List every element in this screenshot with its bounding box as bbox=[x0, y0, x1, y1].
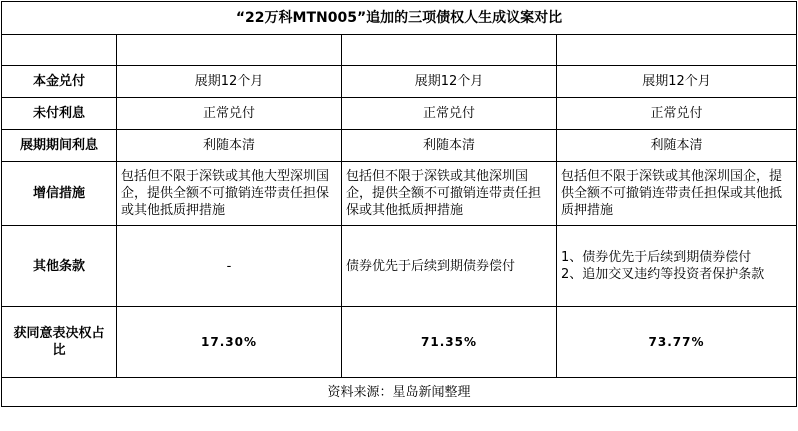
header-cell-empty bbox=[2, 35, 117, 66]
source-row bbox=[2, 378, 797, 407]
credit-enhancement-option-1: 包括但不限于深铁或其他大型深圳国企，提供全额不可撤销连带责任担保或其他抵质押措施 bbox=[117, 162, 342, 226]
comparison-table bbox=[1, 1, 797, 407]
vote-share-option-2: 71.35% bbox=[342, 307, 557, 378]
other-clauses-option-3-line-2: 2、追加交叉违约等投资者保护条款 bbox=[561, 267, 765, 282]
title-row bbox=[2, 2, 797, 35]
row-label-interest-unpaid: 未付利息 bbox=[2, 98, 117, 130]
table-row-interest-extension bbox=[2, 130, 797, 162]
vote-share-option-3: 73.77% bbox=[557, 307, 797, 378]
table-row-principal bbox=[2, 66, 797, 98]
header-row bbox=[2, 35, 797, 66]
vote-share-option-1: 17.30% bbox=[117, 307, 342, 378]
row-label-other-clauses: 其他条款 bbox=[2, 226, 117, 307]
row-label-interest-extension: 展期期间利息 bbox=[2, 130, 117, 162]
row-label-principal: 本金兑付 bbox=[2, 66, 117, 98]
table-row-interest-unpaid bbox=[2, 98, 797, 130]
header-cell-option-3 bbox=[557, 35, 797, 66]
source-note: 资料来源：星岛新闻整理 bbox=[2, 378, 797, 407]
credit-enhancement-option-2: 包括但不限于深铁或其他深圳国企，提供全额不可撤销连带责任担保或其他抵质押措施 bbox=[342, 162, 557, 226]
interest-extension-option-3: 利随本清 bbox=[557, 130, 797, 162]
principal-option-1: 展期12个月 bbox=[117, 66, 342, 98]
row-label-vote-share: 获同意表决权占比 bbox=[2, 307, 117, 378]
other-clauses-option-2: 债券优先于后续到期债券偿付 bbox=[342, 226, 557, 307]
credit-enhancement-option-3: 包括但不限于深铁或其他深圳国企，提供全额不可撤销连带责任担保或其他抵质押措施 bbox=[557, 162, 797, 226]
table-row-vote-share bbox=[2, 307, 797, 378]
other-clauses-option-3 bbox=[557, 226, 797, 307]
other-clauses-option-1: - bbox=[117, 226, 342, 307]
interest-unpaid-option-3: 正常兑付 bbox=[557, 98, 797, 130]
principal-option-2: 展期12个月 bbox=[342, 66, 557, 98]
header-cell-option-1 bbox=[117, 35, 342, 66]
interest-unpaid-option-2: 正常兑付 bbox=[342, 98, 557, 130]
table-row-credit-enhancement bbox=[2, 162, 797, 226]
interest-extension-option-2: 利随本清 bbox=[342, 130, 557, 162]
row-label-credit-enhancement: 增信措施 bbox=[2, 162, 117, 226]
header-cell-option-2 bbox=[342, 35, 557, 66]
table-row-other-clauses bbox=[2, 226, 797, 307]
principal-option-3: 展期12个月 bbox=[557, 66, 797, 98]
interest-unpaid-option-1: 正常兑付 bbox=[117, 98, 342, 130]
table-title: “22万科MTN005”追加的三项债权人生成议案对比 bbox=[2, 2, 797, 35]
interest-extension-option-1: 利随本清 bbox=[117, 130, 342, 162]
other-clauses-option-3-line-1: 1、债券优先于后续到期债券偿付 bbox=[561, 250, 752, 265]
